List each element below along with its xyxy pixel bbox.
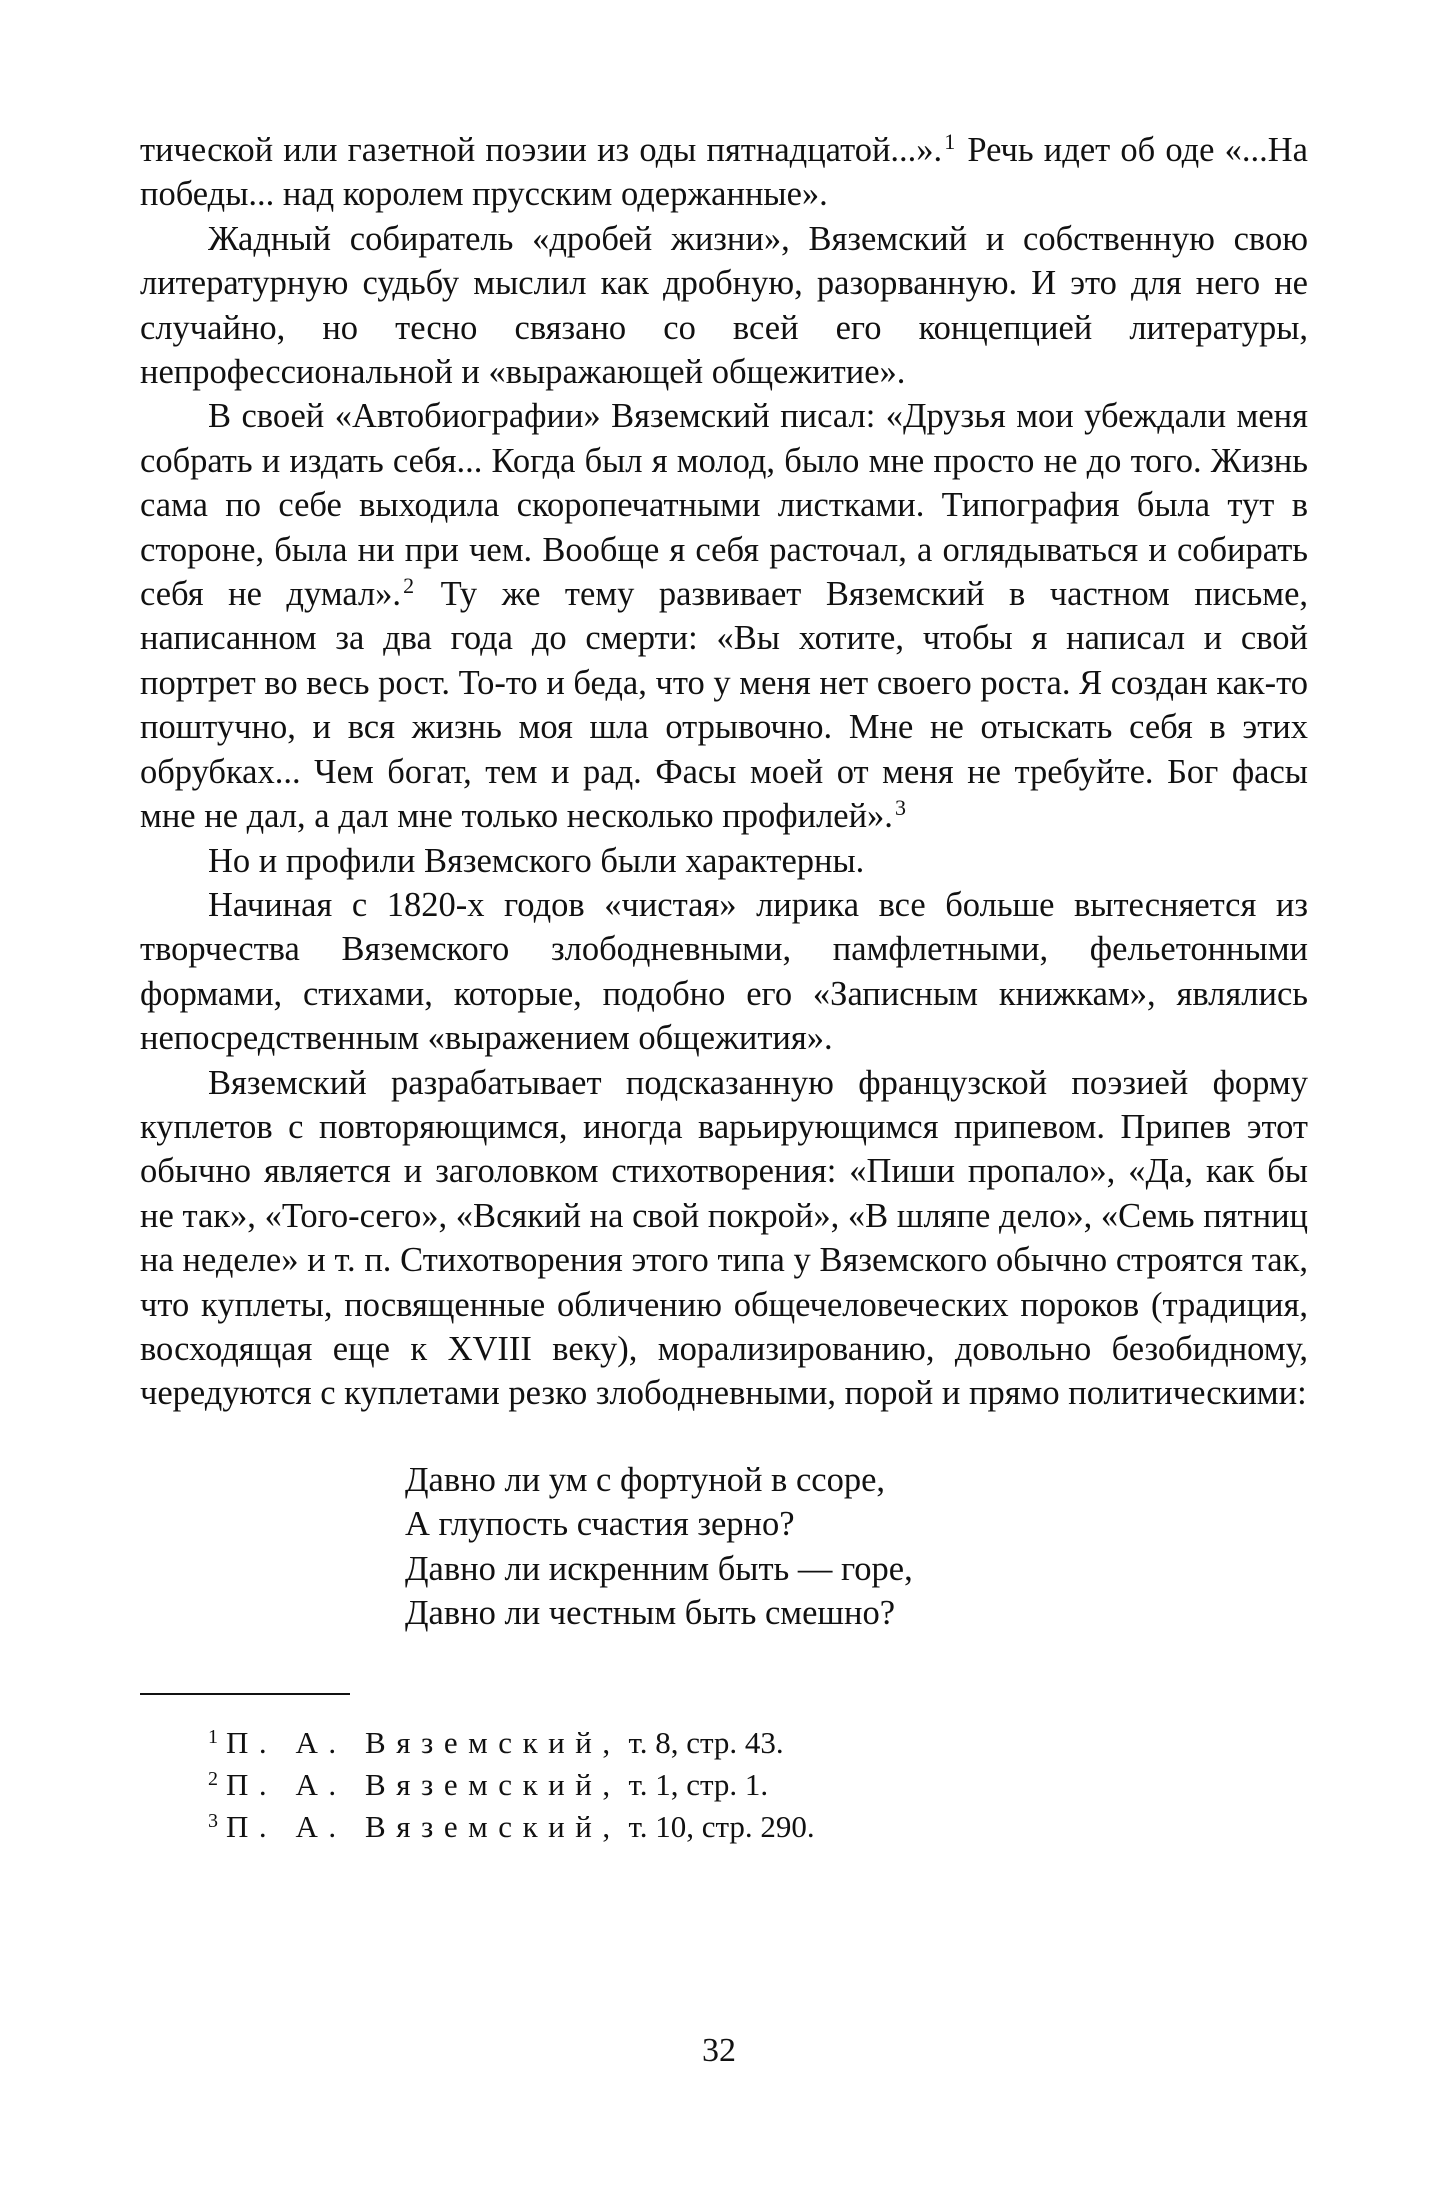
paragraph-3-text-a: В своей «Автобиографии» Вяземский писал: «Друзья мои убеждали меня собрать и издать себя... Когда был я молод, было мне просто не до того. Жизнь сама по себе выходила скоропечатными листками. Типография была тут в стороне, была ни при чем. Вообще я себя расточал, а оглядываться и собирать себя не думал».: [140, 397, 1308, 614]
footnote-divider: [140, 1693, 350, 1695]
paragraph-2: Жадный собиратель «дробей жизни», Вяземский и собственную свою литературную судьбу мыслил как дробную, разорванную. И это для него не случайно, но тесно связано со всей его концепцией литературы, непрофессиональной и «выражающей общежитие».: [140, 219, 1308, 392]
footnote-author: П. А. Вяземский,: [226, 1809, 621, 1845]
paragraph-1: [140, 128, 1308, 217]
paragraph-6: Вяземский разрабатывает подсказанную французской поэзией форму куплетов с повторяющимся, иногда варьирующимся припевом. Припев этот обычно является и заголовком стихотворения: «Пиши пропало», «Да, как бы не так», «Того-сего», «Всякий на свой покрой», «В шляпе дело», «Семь пятниц на неделе» и т. п. Стихотворения этого типа у Вяземского обычно строятся так, что куплеты, посвященные обличению общечеловеческих пороков (традиция, восходящая еще к XVIII веку), морализированию, довольно безобидному, чередуются с куплетами резко злободневными, порой и прямо политическими:: [140, 1063, 1308, 1413]
footnote-1: [208, 1719, 1308, 1761]
footnote-ref: т. 1, стр. 1.: [628, 1767, 769, 1803]
footnote-author: П. А. Вяземский,: [226, 1725, 621, 1761]
footnote-ref: т. 10, стр. 290.: [628, 1809, 815, 1845]
poem-line: А глупость счастия зерно?: [405, 1505, 795, 1544]
page-body: [140, 128, 1308, 1845]
footnote-2: [208, 1761, 1308, 1803]
footnote-3: [208, 1803, 1308, 1845]
footnote-number: 1: [208, 1726, 218, 1749]
footnote-mark-1: 1: [944, 129, 956, 154]
paragraph-1-text-a: тической или газетной поэзии из оды пятнадцатой...».: [140, 131, 943, 169]
paragraph-3: [140, 394, 1308, 838]
poem-line: Давно ли честным быть смешно?: [405, 1594, 896, 1632]
footnotes: [208, 1719, 1308, 1845]
paragraph-5: Начиная с 1820-х годов «чистая» лирика все больше вытесняется из творчества Вяземского злободневными, памфлетными, фельетонными формами, стихами, которые, подобно его «Записным книжкам», являлись непосредственным «выражением общежития».: [140, 885, 1308, 1058]
poem-line: Давно ли ум с фортуной в ссоре,: [405, 1460, 886, 1499]
footnote-number: 3: [208, 1810, 218, 1833]
paragraph-1-text-b: Речь идет об оде «...На победы... над королем прусским одержанные».: [140, 131, 1308, 214]
footnote-ref: т. 8, стр. 43.: [628, 1725, 784, 1761]
paragraph-3-text-b: Ту же тему развивает Вяземский в частном письме, написанном за два года до смерти: «Вы хотите, чтобы я написал и свой портрет во весь рост. То-то и беда, что у меня нет своего роста. Я создан как-то поштучно, и вся жизнь моя шла отрывочно. Мне не отыскать себя в этих обрубках... Чем богат, тем и рад. Фасы моей от меня не требуйте. Бог фасы мне не дал, а дал мне только несколько профилей».: [140, 575, 1309, 836]
page-number: 32: [702, 2032, 736, 2069]
footnote-author: П. А. Вяземский,: [226, 1767, 621, 1803]
footnote-number: 2: [208, 1768, 218, 1791]
footnote-mark-3: 3: [894, 795, 906, 821]
paragraph-4: Но и профили Вяземского были характерны.: [208, 841, 865, 880]
poem-quote: [405, 1458, 1308, 1636]
poem-line: Давно ли искренним быть — горе,: [405, 1549, 913, 1588]
footnote-mark-2: 2: [403, 573, 415, 599]
